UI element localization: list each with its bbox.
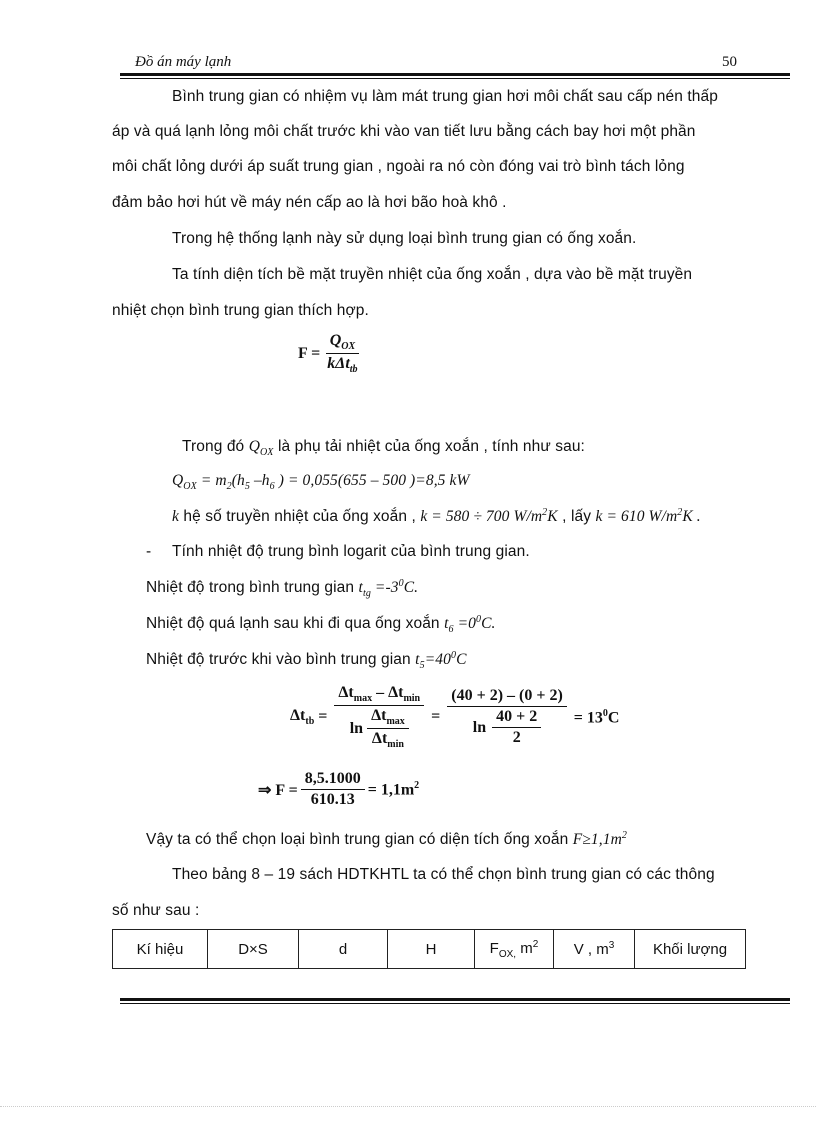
table-header-row [113,930,746,969]
header-rule-thin [120,78,790,79]
table-header-cell: Khối lượng [635,930,746,969]
table-header-cell: H [388,930,475,969]
paragraph-line: áp và quá lạnh lỏng môi chất trước khi vào van tiết lưu bằng cách bay hơi một phần [112,123,696,140]
page-bottom-dotted [0,1106,816,1107]
formula-dt-fraction-1: $\Delta t_{max} - \Delta t_{min}$ ln $\frac{\Delta t_{max}}{\Delta t_{min}}$ [334,684,424,751]
paragraph-line: Bình trung gian có nhiệm vụ làm mát trung gian hơi môi chất sau cấp nén thấp [172,88,718,105]
temp-line-2: Nhiệt độ quá lạnh sau khi đi qua ống xoắn $t_6 =0^0C$. [146,614,496,636]
k-line: k hệ số truyền nhiệt của ống xoắn , k = 580 ÷ 700 $W/m^2K$ , lấy k = 610 $W/m^2K$ . [172,507,701,526]
paragraph-line: Ta tính diện tích bề mặt truyền nhiệt của ống xoắn , dựa vào bề mặt truyền [172,266,693,283]
where-intro: Trong đó [182,438,245,455]
formula-f-lhs: F = [298,344,321,362]
qox-equation: $Q_{OX} = m_2(h_5$ $-h_6$ ) = 0,055(655 – 500 )=8,5 kW [172,472,470,493]
paragraph-line: đảm bảo hơi hút về máy nén cấp ao là hơi bão hoà khô . [112,194,507,211]
table-header-cell: $F_{OX,}$ $m^2$ [475,930,554,969]
paragraph-line: nhiệt chọn bình trung gian thích hợp. [112,302,369,319]
header-rule-thick [120,73,790,76]
page-number: 50 [722,54,737,70]
where-line [182,438,585,458]
reference-line: Theo bảng 8 – 19 sách HDTKHTL ta có thể chọn bình trung gian có các thông [172,866,715,883]
paragraph-line: Trong hệ thống lạnh này sử dụng loại bình trung gian có ống xoắn. [172,230,637,247]
conclusion-line: Vậy ta có thể chọn loại bình trung gian có diện tích ống xoắn $F\ge 1,1m^2$ [146,830,627,849]
formula-f [298,332,365,375]
table-header-cell: V , $m^3$ [554,930,635,969]
footer-rule-thin [120,1003,790,1004]
formula-dt: $\Delta t_{tb}$ = $\Delta t_{max} - \Delta t_{min}$ ln $\frac{\Delta t_{max}}{\Delta t_{min}}$ = (40 + 2) – (0 + 2) ln $\frac{40 + 2}{2}$ = $13^0C$ [290,684,620,751]
temp-line-1: Nhiệt độ trong bình trung gian $t_{tg} =-3^0C$. [146,578,419,600]
reference-line: số như sau : [112,902,200,919]
header-title: Đồ án máy lạnh [135,54,232,70]
formula-f-den-sub: tb [349,364,358,376]
table-header-cell: d [299,930,388,969]
table-header-cell: Kí hiệu [113,930,208,969]
table-header-cell: D×S [208,930,299,969]
footer-rule-thick [120,998,790,1001]
temp-line-3: Nhiệt độ trước khi vào bình trung gian $t_5=40^0C$ [146,650,467,672]
where-intro-rest: là phụ tải nhiệt của ống xoắn , tính như sau: [277,438,585,455]
formula-f-den: kΔt [327,355,350,373]
paragraph-line: môi chất lỏng dưới áp suất trung gian , ngoài ra nó còn đóng vai trò bình tách lỏng [112,158,685,175]
bullet-dash: - [146,543,152,560]
formula-f-result: ⇒ F = $\frac{8,5.1000}{610.13}$ = $1,1m^2$ [258,770,420,808]
formula-f-fraction [323,332,361,375]
formula-dt-fraction-2: (40 + 2) – (0 + 2) ln $\frac{40 + 2}{2}$ [447,687,567,747]
bullet-text: Tính nhiệt độ trung bình logarit của bình trung gian. [172,543,530,560]
spec-table [112,929,746,969]
qox-symbol: $Q_{OX}$ [248,438,274,459]
formula-dt-lhs: $\Delta t_{tb}$ [290,707,315,728]
formula-f-num: Q [329,332,342,349]
formula-f-num-sub: OX [341,341,356,353]
